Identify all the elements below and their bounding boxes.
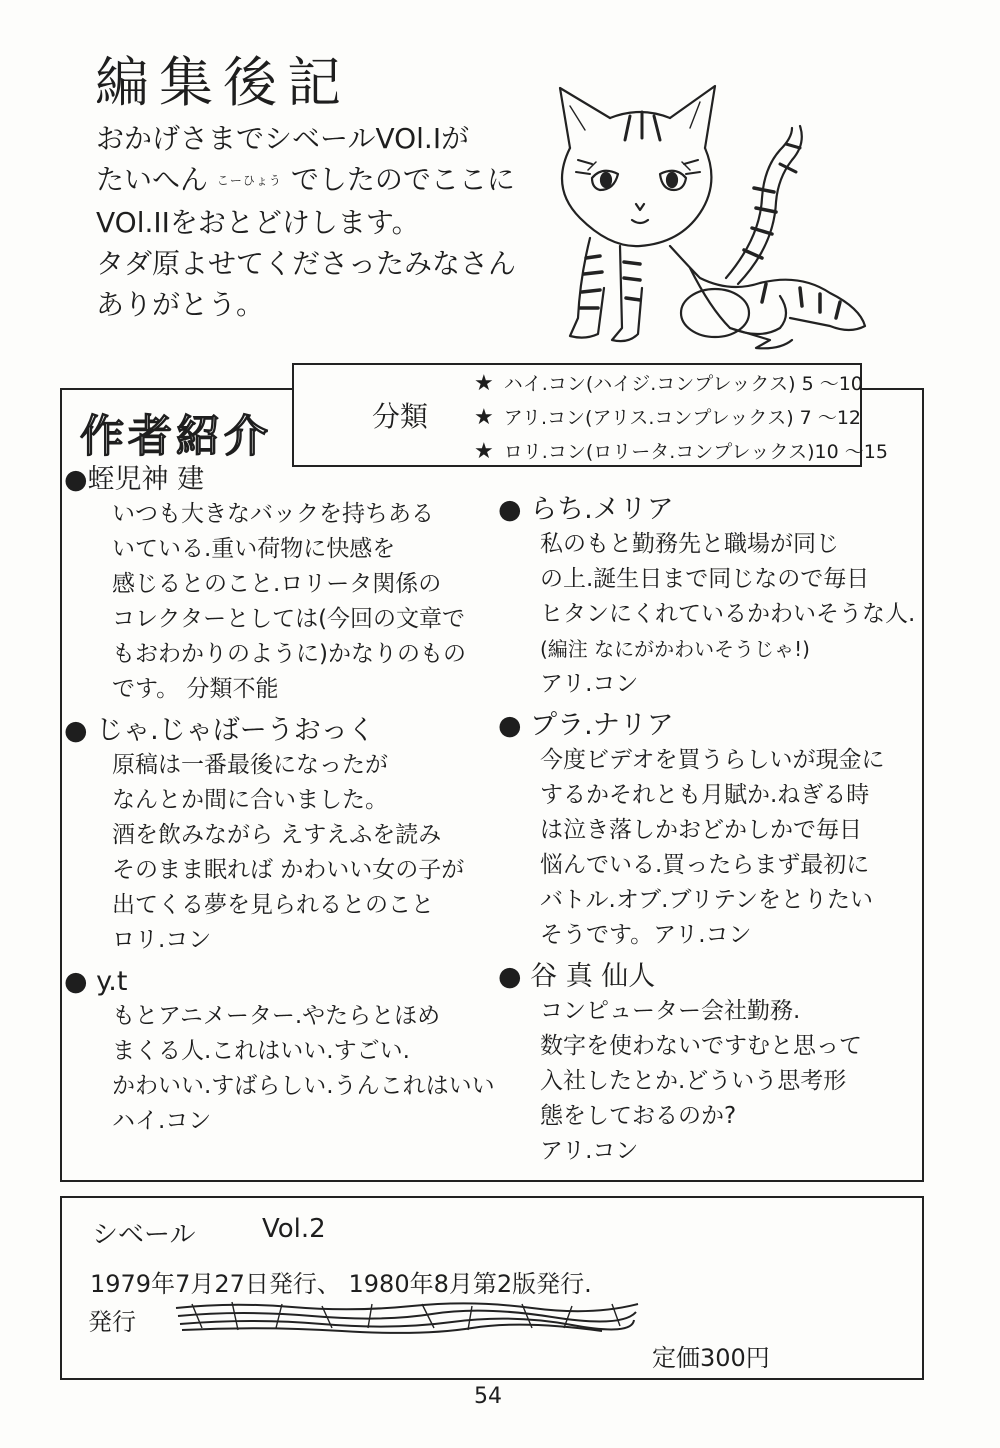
bio-line: まくる人.これはいい.すごい.: [112, 1038, 410, 1064]
intro-line: VOl.IIをおとどけします。: [96, 205, 420, 239]
author-entry: [64, 713, 484, 958]
bio-line: 態をしておるのか?: [540, 1103, 737, 1129]
intro-line: ありがとう。: [96, 287, 265, 321]
bio-line: いつも大きなバックを持ちある: [112, 501, 434, 527]
colophon-title: シベール: [92, 1220, 196, 1250]
bio-line: するかそれとも月賦か.ねぎる時: [540, 782, 870, 808]
bio-line: いている.重い荷物に快感を: [112, 536, 396, 562]
star-icon: ★: [474, 371, 494, 396]
bio-line: の上.誕生日まで同じなので毎日: [540, 566, 870, 592]
classification-text: ロリ.コン(ロリータ.コンプレックス)10 〜15: [503, 441, 888, 463]
author-bio: [498, 743, 918, 953]
intro-line: タダ原よせてくださったみなさん: [96, 246, 517, 280]
bio-line: ハイ.コン: [112, 1108, 212, 1134]
bio-line: そのまま眠れば かわいい女の子が: [112, 857, 465, 883]
author-bio: [498, 994, 918, 1169]
classification-box: [292, 363, 888, 467]
editorial-intro: [96, 118, 516, 325]
bio-line: 原稿は一番最後になったが: [112, 752, 388, 778]
furigana-note: こーひょう: [216, 173, 282, 188]
bio-line: アリ.コン: [540, 1138, 639, 1164]
author-name: ● y.t: [64, 966, 128, 997]
bio-line: アリ.コン: [540, 671, 639, 697]
bio-line: 悩んでいる.買ったらまず最初に: [540, 852, 870, 878]
classification-text: ハイ.コン(ハイジ.コンプレックス) 5 〜10: [503, 373, 863, 395]
classification-text: アリ.コン(アリス.コンプレックス) 7 〜12: [503, 407, 861, 429]
bio-line: 感じるとのこと.ロリータ関係の: [112, 571, 442, 597]
author-name: ●蛭児神 建: [64, 464, 205, 495]
authors-heading: 作者紹介: [80, 411, 272, 462]
cat-illustration: [530, 78, 880, 358]
classification-label: 分類: [372, 400, 429, 433]
author-name: ● プラ.ナリア: [498, 710, 674, 741]
publisher-label: 発行: [88, 1308, 136, 1336]
bio-line: は泣き落しかおどかしかで毎日: [540, 817, 862, 843]
bio-line: かわいい.すばらしい.うんこれはいい: [112, 1073, 495, 1099]
colophon-dates: 1979年7月27日発行、 1980年8月第2版発行.: [90, 1270, 592, 1298]
classification-item: [474, 367, 888, 401]
classification-list: [474, 367, 888, 469]
bio-line: 数字を使わないですむと思って: [540, 1033, 862, 1059]
author-bio: [498, 527, 918, 702]
bio-line: コンピューター会社勤務.: [540, 998, 801, 1024]
intro-text: でしたのでここに: [290, 163, 515, 196]
bio-line: そうです。アリ.コン: [540, 922, 752, 948]
author-bio: [64, 999, 495, 1139]
bio-line: です。 分類不能: [112, 676, 279, 702]
classification-item: [474, 435, 888, 469]
bio-line: 出てくる夢を見られるとのこと: [112, 892, 434, 918]
authors-left-column: [64, 462, 495, 1145]
bio-line: 入社したとか.どういう思考形: [540, 1068, 847, 1094]
star-icon: ★: [474, 405, 494, 430]
author-bio: [64, 748, 484, 958]
bio-line: なんとか間に合いました。: [112, 787, 388, 813]
author-name: ● らち.メリア: [498, 494, 674, 525]
author-entry: [498, 492, 918, 702]
authors-right-column: [498, 492, 918, 1175]
bio-line: もとアニメーター.やたらとほめ: [112, 1003, 441, 1029]
author-entry: [498, 708, 918, 953]
bio-line: 酒を飲みながら えすえふを読み: [112, 822, 442, 848]
classification-item: [474, 401, 888, 435]
page-title: 編集後記: [95, 51, 351, 114]
bio-line: 私のもと勤務先と職場が同じ: [540, 531, 839, 557]
author-entry: [498, 959, 918, 1169]
author-entry: [64, 462, 484, 707]
intro-line: おかげさまでシベールVOl.Iが: [96, 122, 470, 155]
star-icon: ★: [474, 439, 494, 464]
intro-text: たいへん: [96, 163, 209, 196]
bio-line: コレクターとしては(今回の文章で: [112, 606, 466, 632]
author-bio: [64, 497, 484, 707]
bio-line: 今度ビデオを買うらしいが現金に: [540, 747, 885, 773]
colophon-box: [60, 1196, 924, 1380]
price-label: 定価300円: [652, 1344, 770, 1372]
bio-line: ヒタンにくれているかわいそうな人.: [540, 601, 916, 627]
bio-line: ロリ.コン: [112, 927, 212, 953]
author-name: ● じゃ.じゃばーうおっく: [64, 715, 375, 746]
author-name: ● 谷 真 仙人: [498, 961, 656, 992]
bio-line: バトル.オブ.ブリテンをとりたい: [540, 887, 873, 913]
editor-note: (編注 なにがかわいそうじゃ!): [540, 637, 810, 661]
intro-line: [96, 159, 516, 202]
page-number: 54: [474, 1384, 502, 1409]
bio-line: もおわかりのように)かなりのもの: [112, 641, 466, 667]
colophon-volume: Vol.2: [262, 1214, 326, 1244]
crossed-out-publisher-scribble: [172, 1298, 642, 1334]
author-entry: [64, 964, 495, 1139]
